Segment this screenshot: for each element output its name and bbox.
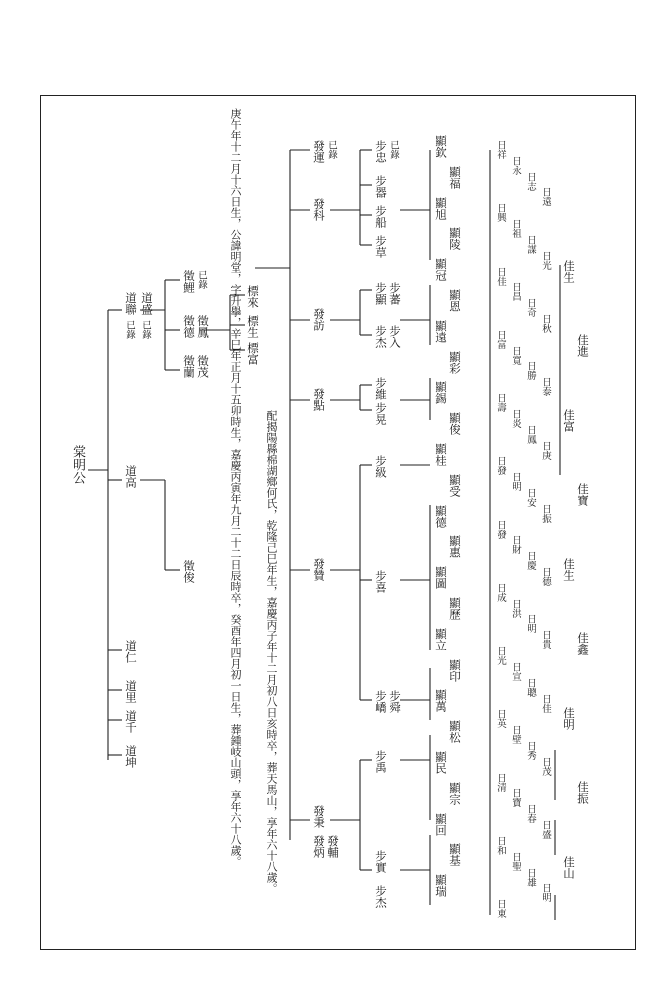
branch-daosheng: 道盛: [140, 292, 154, 315]
gen7-label: 日炎: [510, 408, 521, 428]
gen7-label: 日佳: [540, 693, 551, 713]
gen5-buqiao: 步嶠: [374, 690, 388, 713]
gen5-buchuan: 步船: [374, 205, 388, 228]
gen7-label: 日光: [495, 646, 506, 666]
gen7-label: 日安: [525, 487, 536, 507]
gen8-label: 佳振: [576, 781, 590, 805]
gen5-buxi: 步喜: [374, 570, 388, 593]
gen4-fafang: 發訪: [312, 308, 326, 331]
gen7-label: 日明: [510, 472, 521, 492]
gen7-label: 日泰: [540, 377, 551, 397]
gen7-label: 日永: [510, 155, 521, 175]
gen3-biaolai: 標來: [246, 285, 260, 308]
gen7-label: 日德: [540, 567, 551, 587]
gen7-label: 日壽: [495, 393, 506, 413]
gen7-label: 日昌: [510, 282, 521, 302]
gen7-label: 日貴: [540, 630, 551, 650]
gen7-label: 日明: [525, 614, 536, 634]
gen7-label: 日茂: [540, 756, 551, 776]
gen6-label: 顯陵: [448, 227, 462, 251]
daogao-note: 配揭陽縣棉湖鄉何氏，乾隆己巳年生，嘉慶丙子年十二月初八日亥時卒，葬天馬山，享年六十八歲。: [265, 410, 278, 894]
gen6-label: 顯遠: [434, 319, 448, 343]
gen7-label: 日庚: [540, 440, 551, 460]
gen6-label: 顯冠: [434, 258, 448, 282]
gen2-zhengli: 徵鯉: [182, 270, 196, 293]
gen7-label: 日志: [525, 171, 536, 191]
gen4-fake: 發科: [312, 198, 326, 221]
gen2-zhenglan: 徵蘭: [182, 355, 196, 378]
gen7-label: 日盛: [540, 820, 551, 840]
gen4-fazan: 發贊: [312, 558, 326, 581]
gen5-buyu: 步禹: [374, 750, 388, 773]
gen7-label: 日壁: [510, 725, 521, 745]
gen6-label: 顯恩: [448, 289, 462, 312]
gen8-label: 佳富: [562, 408, 576, 432]
gen7-label: 日興: [495, 203, 506, 223]
gen8-label: 佳寶: [576, 483, 590, 507]
gen8-label: 佳生: [562, 260, 576, 283]
gen3-biaofu: 標富: [246, 342, 260, 365]
gen7-label: 日秀: [525, 741, 536, 761]
gen7-label: 日遠: [540, 187, 551, 207]
gen2-zhengjun: 徵俊: [182, 560, 196, 583]
gen7-label: 日佳: [495, 266, 506, 286]
branch-daolian-note: 已錄: [124, 320, 135, 339]
gen7-label: 日清: [495, 772, 506, 792]
gen8-label: 佳鑫: [576, 632, 590, 656]
gen6-label: 顯民: [434, 751, 448, 774]
gen7-label: 日明: [540, 883, 551, 903]
gen2-zhengmao: 徵茂: [196, 355, 210, 378]
gen5-buqi: 步器: [374, 175, 388, 198]
gen6-label: 顯歷: [448, 597, 462, 620]
gen7-label: 日聰: [525, 677, 536, 697]
gen2-zhengli-note: 已錄: [196, 270, 207, 289]
gen8-label: 佳生: [562, 557, 576, 581]
gen6-label: 顯錫: [434, 381, 448, 405]
gen5-buzhong-note: 已錄: [388, 140, 399, 159]
gen7-label: 日發: [495, 519, 506, 539]
gen5-buzhong: 步忠: [374, 140, 388, 163]
gen6-label: 顯宗: [448, 781, 462, 805]
gen5-buhuang: 步晃: [374, 402, 388, 425]
gen6-label: 顯福: [448, 165, 462, 189]
gen7-label: 日勝: [525, 361, 536, 381]
gen6-label: 顯基: [448, 843, 462, 867]
gen4-fadian: 發點: [312, 388, 326, 411]
gen6-label: 顯德: [434, 504, 448, 528]
gen8-label: 佳山: [562, 855, 576, 879]
header-note: 庚午年十二月十六日生，公諱明堂，字升擧，辛巳年正月十五卯時生，嘉慶丙寅年九月二十二日辰時卒，癸酉年四月初一日生，葬鍾岐山頭，享年六十八歲。: [229, 108, 242, 867]
gen7-label: 日祥: [495, 140, 506, 159]
gen7-label: 日寬: [510, 345, 521, 365]
gen6-label: 顯圖: [434, 566, 448, 590]
gen6-label: 顯俊: [448, 412, 462, 436]
gen6-label: 顯松: [448, 720, 462, 744]
gen3-biaosheng: 標生: [246, 315, 260, 338]
gen5-bushi: 步實: [374, 850, 388, 873]
gen6-label: 顯惠: [448, 535, 462, 559]
gen5-bufan: 步蕃: [388, 282, 402, 305]
gen7-label: 日祖: [510, 219, 521, 239]
gen5-bushun: 步舜: [388, 690, 402, 713]
gen7-label: 日奇: [525, 298, 536, 318]
branch-daokun: 道坤: [124, 745, 138, 768]
gen6-label: 顯印: [448, 658, 462, 682]
gen7-label: 日成: [495, 582, 506, 602]
gen2-zhengde: 徵德: [182, 315, 196, 338]
gen7-label: 日謀: [525, 234, 536, 254]
gen5-buji: 步級: [374, 455, 388, 478]
gen6-label: 顯桂: [434, 443, 448, 466]
gen7-label: 日雄: [525, 867, 536, 887]
gen6-label: 顯旭: [434, 196, 448, 220]
gen5-buru: 步入: [388, 325, 402, 348]
gen4-fabing2: 發炳: [312, 835, 326, 858]
gen5-buxian: 步顯: [374, 282, 388, 305]
gen7-label: 日光: [540, 250, 551, 270]
branch-daoren: 道仁: [124, 640, 138, 663]
gen5-bucao: 步草: [374, 235, 388, 258]
gen7-label: 日鳳: [525, 424, 536, 444]
gen7-label: 日振: [540, 503, 551, 523]
root-ancestor: 棠明公: [70, 445, 85, 484]
gen6-label: 顯欽: [434, 135, 448, 158]
gen4-fafu: 發輔: [326, 835, 340, 858]
branch-daogao: 道高: [124, 465, 138, 488]
gen6-label: 顯受: [448, 473, 462, 497]
branch-daoli: 道里: [124, 680, 138, 703]
gen7-label: 日洪: [510, 598, 521, 618]
branch-daolian: 道聯: [124, 292, 138, 315]
gen6-label: 顯瑞: [434, 874, 448, 898]
branch-daoqian: 道千: [124, 710, 138, 733]
gen7-label: 日秋: [540, 313, 551, 333]
gen7-label: 日財: [510, 535, 521, 555]
gen2-zhengfeng: 徵鳳: [196, 315, 210, 338]
gen8-label: 佳進: [576, 334, 590, 358]
branch-daosheng-note: 已錄: [140, 320, 151, 339]
gen5-bujie2: 步杰: [374, 885, 388, 908]
gen8-label: 佳明: [562, 706, 576, 730]
gen6-label: 顯回: [434, 812, 448, 836]
gen7-label: 日東: [495, 899, 506, 919]
gen7-label: 日英: [495, 709, 506, 729]
gen6-label: 顯萬: [434, 689, 448, 713]
gen7-label: 日和: [495, 835, 506, 855]
gen7-label: 日宣: [510, 661, 521, 681]
gen6-label: 顯彩: [448, 350, 462, 374]
gen7-label: 日寶: [510, 788, 521, 808]
gen5-buwei: 步維: [374, 377, 388, 400]
gen7-label: 日發: [495, 456, 506, 476]
gen7-label: 日聖: [510, 851, 521, 871]
gen7-label: 日慶: [525, 551, 536, 571]
gen5-bujie: 步杰: [374, 325, 388, 348]
gen4-fayun-note: 已錄: [326, 140, 337, 159]
gen4-fabing: 發秉: [312, 805, 326, 828]
gen6-label: 顯立: [434, 627, 448, 651]
gen7-label: 日富: [495, 329, 506, 349]
gen4-fayun: 發運: [312, 140, 326, 163]
gen7-label: 日春: [525, 804, 536, 824]
